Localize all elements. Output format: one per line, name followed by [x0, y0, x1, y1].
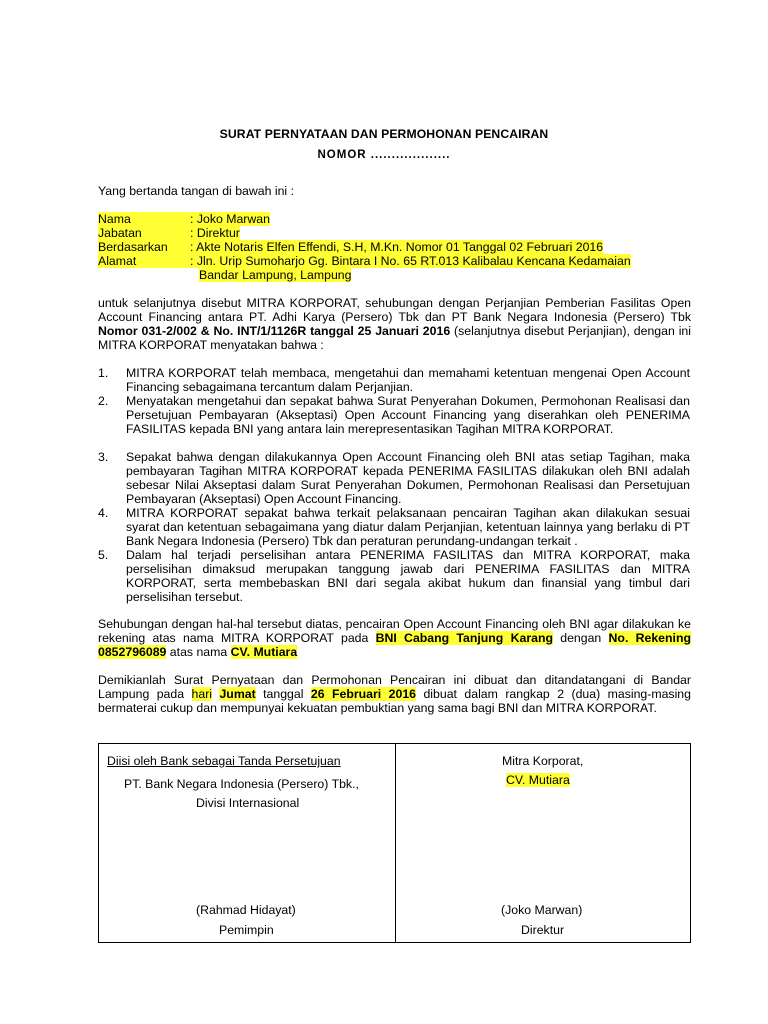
paragraph-agreement [98, 296, 691, 352]
date-label: tanggal [263, 687, 304, 701]
bank-signer-role: Pemimpin [219, 923, 274, 937]
field-value-alamat-1: : Jln. Urip Sumoharjo Gg. Bintara I No. 65 RT.013 Kalibalau Kencana Kedamaian [190, 254, 631, 268]
paragraph-closing [98, 673, 691, 715]
document-title: SURAT PERNYATAAN DAN PERMOHONAN PENCAIRAN [219, 127, 549, 141]
partner-company: CV. Mutiara [506, 773, 570, 787]
account-number: 0852796089 [98, 645, 167, 659]
agreement-number: Nomor 031-2/002 & No. INT/1/1126R tanggal 25 Januari 2016 [98, 324, 451, 338]
list-number: 5. [98, 548, 109, 562]
bank-approval-header: Diisi oleh Bank sebagai Tanda Persetujuan [107, 754, 341, 768]
list-number: 1. [98, 366, 109, 380]
paragraph-disbursement-part1: Sehubungan dengan hal-hal tersebut diatas, pencairan Open Account Financing oleh BNI agar dilakukan ke rekening atas nama MITRA KORPORAT pada [98, 617, 691, 645]
field-value-berdasarkan: : Akte Notaris Elfen Effendi, S.H, M.Kn. Nomor 01 Tanggal 02 Februari 2016 [190, 240, 604, 254]
field-value-alamat-2: Bandar Lampung, Lampung [199, 268, 352, 282]
field-value-nama: : Joko Marwan [190, 212, 270, 226]
signature-table [98, 743, 691, 943]
signature-cell-bank [99, 744, 396, 943]
paragraph-disbursement [98, 617, 691, 659]
bank-signer-name: (Rahmad Hidayat) [196, 903, 296, 917]
list-text: Dalam hal terjadi perselisihan antara PENERIMA FASILITAS dan MITRA KORPORAT, maka perselisihan dimaksud merupakan tanggung jawab dari PENERIMA FASILITAS dan MITRA KORPORAT, serta membebaskan BNI dari segala akibat hukum dan finansial yang timbul dari perselisihan tersebut. [126, 548, 690, 604]
list-number: 2. [98, 394, 109, 408]
list-text: MITRA KORPORAT telah membaca, mengetahui dan memahami ketentuan mengenai Open Account Financing sebagaimana tercantum dalam Perjanjian. [126, 366, 690, 394]
field-value-jabatan: : Direktur [190, 226, 240, 240]
field-label-berdasarkan: Berdasarkan [98, 240, 190, 254]
bank-name: PT. Bank Negara Indonesia (Persero) Tbk., [124, 777, 359, 791]
paragraph-closing-part1: Demikianlah Surat Pernyataan dan Permohonan Pencairan ini dibuat dan ditandatangani di Bandar Lampung pada [98, 673, 691, 701]
day-value: Jumat [219, 687, 256, 701]
list-text: Sepakat bahwa dengan dilakukannya Open Account Financing oleh BNI atas setiap Tagihan, maka pembayaran Tagihan MITRA KORPORAT kepada PENERIMA FASILITAS dilakukan oleh BNI adalah sebesar Nilai Akseptasi dalam Surat Penyerahan Dokumen, Permohonan Realisasi dan Persetujuan Pembayaran (Akseptasi) Open Account Financing. [126, 450, 690, 506]
list-text: MITRA KORPORAT sepakat bahwa terkait pelaksanaan pencairan Tagihan akan dilakukan sesuai syarat dan ketentuan sebagaimana yang diatur dalam Perjanjian, ketentuan lainnya yang berlaku di PT Bank Negara Indonesia (Persero) Tbk dan peraturan perundang-undangan terkait . [126, 506, 690, 548]
partner-signer-role: Direktur [521, 923, 565, 937]
account-holder: CV. Mutiara [230, 645, 298, 659]
signature-cell-partner [396, 744, 691, 943]
paragraph-closing-part2: dibuat dalam rangkap 2 (dua) masing-masing bermaterai cukup dan mempunyai kekuatan pembuktian yang sama bagi BNI dan MITRA KORPORAT. [98, 687, 691, 715]
partner-header: Mitra Korporat, [502, 754, 584, 768]
account-label: No. Rekening [608, 631, 691, 645]
list-text: Menyatakan mengetahui dan sepakat bahwa Surat Penyerahan Dokumen, Permohonan Realisasi dan Persetujuan Pembayaran (Akseptasi) Open Account Financing yang diserahkan oleh PENERIMA FASILITAS kepada BNI yang antara lain merepresentasikan Tagihan MITRA KORPORAT. [126, 394, 690, 436]
bank-division: Divisi Internasional [196, 796, 300, 810]
paragraph-agreement-part2: (selanjutnya disebut Perjanjian), dengan ini MITRA KORPORAT menyatakan bahwa : [98, 324, 691, 352]
paragraph-disbursement-part3: atas nama [166, 645, 231, 659]
bank-branch: BNI Cabang Tanjung Karang [375, 631, 553, 645]
field-label-alamat: Alamat [98, 254, 190, 268]
list-number: 3. [98, 450, 109, 464]
field-label-jabatan: Jabatan [98, 226, 190, 240]
field-label-nama: Nama [98, 212, 190, 226]
document-number: NOMOR ................... [317, 149, 451, 161]
date-value: 26 Februari 2016 [310, 687, 417, 701]
paragraph-disbursement-part2: dengan [552, 631, 609, 645]
list-number: 4. [98, 506, 109, 520]
partner-signer-name: (Joko Marwan) [501, 903, 583, 917]
intro-text: Yang bertanda tangan di bawah ini : [98, 184, 294, 198]
paragraph-agreement-part1: untuk selanjutnya disebut MITRA KORPORAT, sehubungan dengan Perjanjian Pemberian Fasilitas Open Account Financing antara PT. Adhi Karya (Persero) Tbk dan PT Bank Negara Indonesia (Persero) Tbk [98, 296, 691, 324]
day-label: hari [191, 687, 213, 701]
